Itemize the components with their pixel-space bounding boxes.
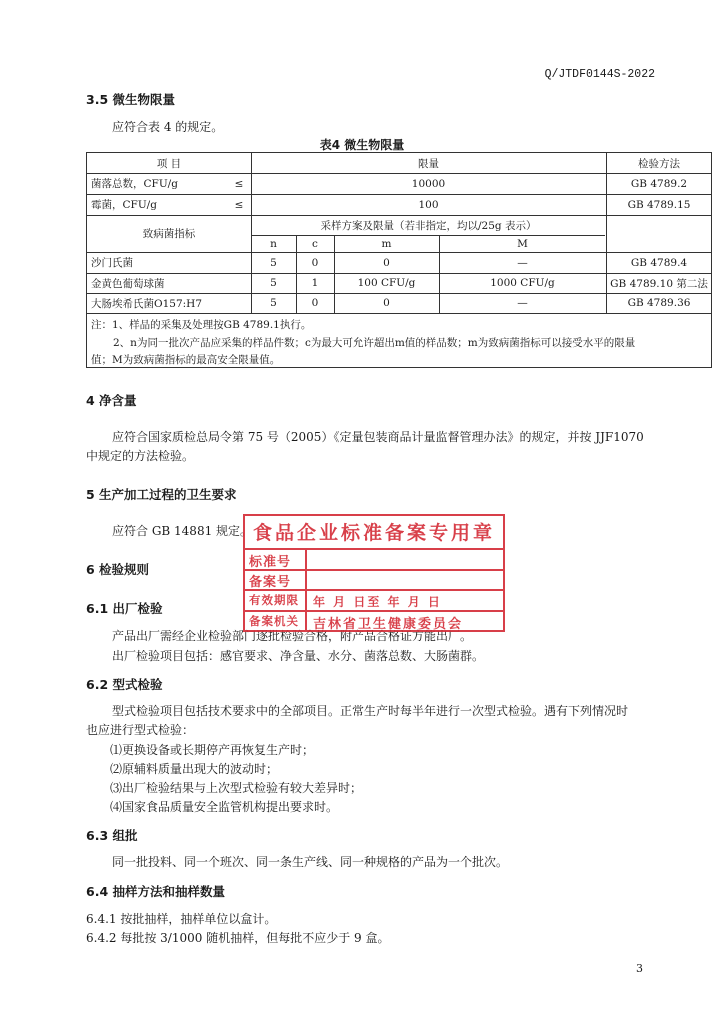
list-item: 6.4.1 按批抽样，抽样单位以盒计。	[86, 912, 277, 926]
header-item: 项 目	[156, 157, 182, 170]
registration-stamp	[243, 514, 505, 632]
table-cell-M: —	[517, 297, 528, 309]
table-cell-limit: 10000	[411, 177, 446, 190]
section-heading-4: 4 净含量	[86, 393, 137, 408]
section-heading-5: 5 生产加工过程的卫生要求	[86, 487, 237, 502]
section-heading-3-5: 3.5 微生物限量	[86, 92, 175, 107]
table-cell-method: GB 4789.15	[627, 198, 691, 211]
stamp-title: 食品企业标准备案专用章	[252, 522, 495, 544]
table-cell-item: 霉菌，CFU/g	[91, 199, 157, 211]
stamp-label-standard-no: 标准号	[249, 555, 292, 570]
table-cell-m: 100 CFU/g	[357, 277, 416, 289]
table-cell-item: 沙门氏菌	[91, 257, 133, 269]
paragraph: 应符合国家质检总局令第 75 号（2005）《定量包装商品计量监督管理办法》的规定，并按 JJF1070	[112, 430, 644, 444]
paragraph: 应符合表 4 的规定。	[112, 120, 224, 134]
table-cell-c: 1	[311, 277, 319, 289]
list-item: ⑶出厂检验结果与上次型式检验有较大差异时；	[110, 781, 363, 795]
table-cell-m: 0	[383, 256, 390, 269]
table-note: 值；M为致病菌指标的最高安全限量值。	[91, 354, 281, 366]
list-item: 6.4.2 每批按 3/1000 随机抽样，但每批不应少于 9 盒。	[86, 931, 390, 945]
table-cell-item: 大肠埃希氏菌O157:H7	[91, 297, 203, 310]
table-note: 2、n为同一批次产品应采集的样品件数；c为最大可允许超出m值的样品数；m为致病菌指标可以接受水平的限量	[113, 337, 636, 349]
table-cell-M: 1000 CFU/g	[490, 277, 555, 289]
section-heading-6-2: 6.2 型式检验	[86, 677, 163, 692]
stamp-label-authority: 备案机关	[249, 614, 299, 628]
table-cell-limit: 100	[418, 198, 439, 211]
paragraph: 产品出厂需经企业检验部门逐批检验合格，附产品合格证方能出厂。	[112, 629, 473, 643]
paragraph: 应符合 GB 14881 规定。	[112, 524, 253, 538]
table-caption: 表4 微生物限量	[319, 138, 405, 152]
page-number: 3	[636, 962, 643, 975]
paragraph: 型式检验项目包括技术要求中的全部项目。正常生产时每半年进行一次型式检验。遇有下列情况时	[112, 704, 629, 718]
table-cell-method: GB 4789.10 第二法	[610, 277, 708, 290]
section-heading-6-4: 6.4 抽样方法和抽样数量	[86, 884, 225, 899]
table-cell-method: GB 4789.4	[630, 256, 688, 269]
microbial-limit-table	[86, 152, 712, 368]
header-method: 检验方法	[638, 157, 680, 170]
table-cell-item: 金黄色葡萄球菌	[91, 277, 165, 290]
table-cell-item: 菌落总数，CFU/g	[91, 178, 178, 190]
stamp-authority-name: 吉林省卫生健康委员会	[313, 617, 464, 632]
table-cell-n: 5	[270, 256, 277, 269]
table-cell-n: 5	[270, 277, 277, 289]
table-cell-method: GB 4789.2	[630, 177, 688, 190]
paragraph: 中规定的方法检验。	[86, 449, 195, 463]
section-heading-6-3: 6.3 组批	[86, 828, 138, 843]
table-cell-c: 0	[311, 297, 319, 309]
sampling-plan-header: 采样方案及限量（若非指定，均以/25g 表示）	[320, 219, 537, 232]
list-item: ⑵原辅料质量出现大的波动时；	[110, 762, 279, 776]
table-note: 注：1、样品的采集及处理按GB 4789.1执行。	[91, 319, 312, 331]
pathogen-label: 致病菌指标	[142, 228, 196, 240]
stamp-valid-period: 年 月 日至 年 月 日	[313, 595, 442, 609]
paragraph: 出厂检验项目包括：感官要求、净含量、水分、菌落总数、大肠菌群。	[112, 649, 485, 663]
section-heading-6-1: 6.1 出厂检验	[86, 601, 163, 616]
stamp-label-valid-period: 有效期限	[249, 593, 299, 607]
table-cell-sign: ≤	[234, 198, 244, 211]
document-number: Q/JTDF0144S-2022	[544, 68, 655, 81]
table-cell-m: 0	[383, 297, 390, 309]
paragraph: 同一批投料、同一个班次、同一条生产线、同一种规格的产品为一个批次。	[112, 855, 509, 869]
paragraph: 也应进行型式检验：	[86, 723, 195, 737]
table-cell-method: GB 4789.36	[627, 297, 691, 309]
sub-header-n: n	[270, 237, 277, 250]
sub-header-M: M	[517, 237, 528, 250]
sub-header-m: m	[381, 237, 392, 250]
list-item: ⑴更换设备或长期停产再恢复生产时；	[110, 743, 315, 757]
table-cell-M: —	[517, 256, 528, 269]
table-cell-c: 0	[311, 256, 319, 269]
sub-header-c: c	[312, 237, 318, 250]
section-heading-6: 6 检验规则	[86, 562, 150, 577]
table-cell-n: 5	[270, 297, 277, 309]
header-limit: 限量	[418, 157, 439, 170]
stamp-label-record-no: 备案号	[249, 575, 292, 590]
table-cell-sign: ≤	[234, 177, 244, 190]
list-item: ⑷国家食品质量安全监管机构提出要求时。	[110, 800, 339, 814]
